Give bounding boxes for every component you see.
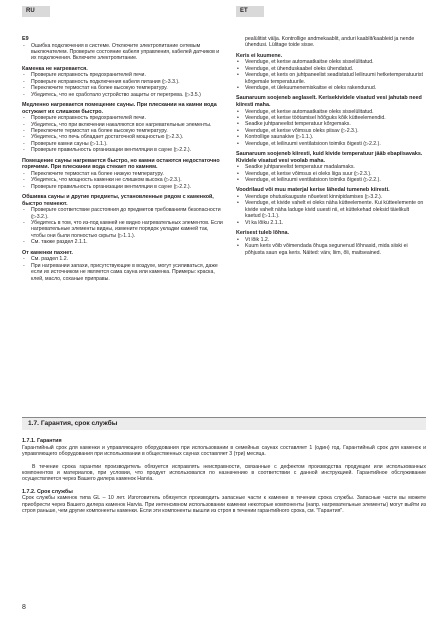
list-item: - Проверьте исправность предохранителей печи. [22,115,224,121]
trouble-section [22,250,224,282]
section-title: Voodrilaud või muu materjal kerise lähedal tumeneb kiiresti. [236,187,390,194]
list-item: • Veenduge, et leiliruumi ventilatsioon toimiks õigesti (▷2.2.). [236,177,426,183]
list-item: - Убедитесь, что не сработало устройство защиты от перегрева. (▷3.5.) [22,92,224,98]
list-item: - Убедитесь, что при включении накаляются все нагревательные элементы. [22,122,224,128]
list-item: - Убедитесь, что печь обладает достаточной мощностью (▷2.3.). [22,134,224,140]
list-item: • Veenduge, et ülekuumenemiskaitse ei oleks rakendunud. [236,85,426,91]
list-item: • Kuum keris võib võimendada õhuga segunenud lõhnasid, mida siiski ei põhjusta saun ega keris. Näited: värv, liim, õli, maitseained. [236,243,426,256]
subsection-heading-warranty: 1.7.1. Гарантия [22,438,62,445]
list-item: • Veenduge, et kerise automaatkaitse oleks sisselülitatud. [236,59,426,65]
section-title: Помещение сауны нагревается быстро, но камни остаются недостаточно горячими. При плескании вода стекает по камням. [22,157,220,171]
language-tag-et: ET [236,6,264,17]
list-item: - При нагревании запахи, присутствующие в воздухе, могут усиливаться, даже если их источником не является сама сауна или каменка. Примеры: краска, клей, масло, соханые приправы. [22,263,224,282]
list-item: • Veenduge ohutuskaugustе nõuetest kinnipidamises (▷3.2.). [236,194,426,200]
trouble-section [22,66,224,98]
list-item: • Veenduge, et kerise automaatkaitse oleks sisselülitatud. [236,109,426,115]
list-item: • Kontrollige saunakive (▷1.1.). [236,134,426,140]
list-item: - Проверьте камни сауны (▷1.1.). [22,141,224,147]
list-item: - Проверьте правильность организации вентиляции в сауне (▷2.2.). [22,147,224,153]
section-title: Медленно нагревается помещение сауны. При плескании на камни вода остужает их слишком быстро. [22,102,217,115]
list-item: • Veenduge, et ühenduskaabel oleks ühendatud. [236,66,426,72]
subsection-heading-service-life: 1.7.2. Срок службы [22,488,73,495]
list-item: - Ошибка подключения в системе. Отключите электропитание сетевым выключателем. Проверьте состояние кабеля управления, кабелей датчиков и их подключения. Включите электропитание. [22,43,224,62]
page-number: 8 [22,604,26,611]
section-title: Saunaruum soojeneb aeglaselt. Kerisekividele visatud vesi jahutab need kiiresti maha. [236,95,422,109]
list-item: - Проверьте исправность подключения кабеля питания (▷3.3.). [22,79,224,85]
trouble-section [236,187,426,226]
list-item: - Проверьте исправность предохранителей печи. [22,72,224,78]
list-item: - Убедитесь, что мощность каменки не слишком высока (▷2.3.). [22,177,224,183]
left-column-ru [22,36,224,286]
error-e9-section [22,36,224,62]
list-item: • Vt ka lõiku 2.1.1. [236,220,426,226]
paragraph: Гарантийный срок для каменки и управляющего оборудования при использовании в семейных саунах составляет 1 (один) год. Гарантийный срок для каменок и управляющего оборудования при использовании в общественных саунах составляет 3 (три) месяца. [22,444,426,458]
trouble-section [22,102,224,154]
list-item: - Проверьте правильность организации вентиляции в сауне (▷2.2.). [22,184,224,190]
list-item: - Проверьте соответствие расстояния до предметов требованиям безопасности (▷3.2.). [22,207,224,220]
right-column-et [236,36,426,260]
list-item: • Veenduge, et kerise töötamisel hõõguks kõik kütteelemendid. [236,115,426,121]
trouble-section [236,151,426,183]
list-item: • Veenduge, et leiliruumi ventilatsioon toimiks õigesti (▷2.2.). [236,141,426,147]
section-title: Обшивка сауны и другие предметы, установленные рядом с каменкой, быстро темнеют. [22,194,214,207]
list-item: • Veenduge, et keris on juhtpaneelist seadistatud leiliruumi hetketemperatuurist kõrgemale temperatuurile. [236,72,426,85]
trouble-section [22,158,224,190]
section-title: Каменка не нагревается. [22,65,88,72]
paragraph: В течение срока гарантии производитель обязуется исправлять неисправности, связанные с дефектом производства продукции или использованных компонентов и материалов, при условии, что продукт использовался по назначению в соответствии с данной инструкцией. Гарантийное обслуживание осуществляется через Вашего дилера каменок Harvia. [22,463,426,483]
list-item: - Убедитесь в том, что из-под камней не видно нагревательных элементов. Если нагревательные элементы видны, измените порядок укладки камней так, чтобы они были полностью скрыты (▷1.1.). [22,220,224,239]
trouble-section [236,95,426,147]
trouble-section [236,53,426,92]
warranty-section [22,417,426,520]
error-code: E9 [22,36,29,42]
list-item: • Seadke juhtpaneelist temperatuur madalamaks. [236,164,426,170]
list-item: - Переключите термостат на более низкую температуру. [22,171,224,177]
list-item: • Veenduge, et kerise võimsus oleks piisav (▷2.3.). [236,128,426,134]
trouble-section [236,230,426,256]
section-title: Keris ei kuumene. [236,52,283,59]
list-item: • Vt lõik 1.2. [236,237,426,243]
language-tag-ru: RU [22,6,50,17]
list-item: - Переключите термостат на более высокую температуру. [22,128,224,134]
section-title: От каменки пахнет. [22,249,73,256]
intro-paragraph: pealülitist välja. Kontrollige andmekaablit, anduri kaablit/kaableid ja nende ühendusi. Lülitage toide sisse. [245,36,415,49]
list-item: • Veenduge, et kerise võimsus ei oleks liiga suur (▷2.3.). [236,171,426,177]
paragraph: Срок службы каменок типа GL – 10 лет. Изготовитель обязуется производить запасные части к каменке в течении срока службы. Запасные части вы можете приобрести через Вашего дилера каменок Harvia. При интенсивном использовании каменки некоторые компоненты (напр. нагревательные элементы) могут выйти из строя раньше, чем другие компоненты каменки. Если эти компоненты вышли из строя в течении гарантийного срока, см. "Гарантия". [22,495,426,515]
trouble-section [22,194,224,246]
list-item: • Veenduge, et kivide vahelt ei oleks näha kütteelemente. Kui kütteelemente on kivide vahelt näha laduge kivid uuesti nii, et küttekehad oleksid täielikult kaetud (▷1.1.). [236,200,426,219]
section-title: Saunaruum soojeneb kiiresti, kuid kivide temperatuur jääb ebapiisavaks. Kividele visatud vesi voolab maha. [236,151,423,164]
section-heading: 1.7. Гарантия, срок службы [22,417,426,430]
list-item: - См. раздел 1.2. [22,256,224,262]
list-item: • Seadke juhtpaneelist temperatuur kõrgemaks. [236,121,426,127]
section-title: Kerisest tuleb lõhna. [236,230,290,237]
list-item: - См. также раздел 2.1.1. [22,239,224,245]
list-item: - Переключите термостат на более высокую температуру. [22,85,224,91]
